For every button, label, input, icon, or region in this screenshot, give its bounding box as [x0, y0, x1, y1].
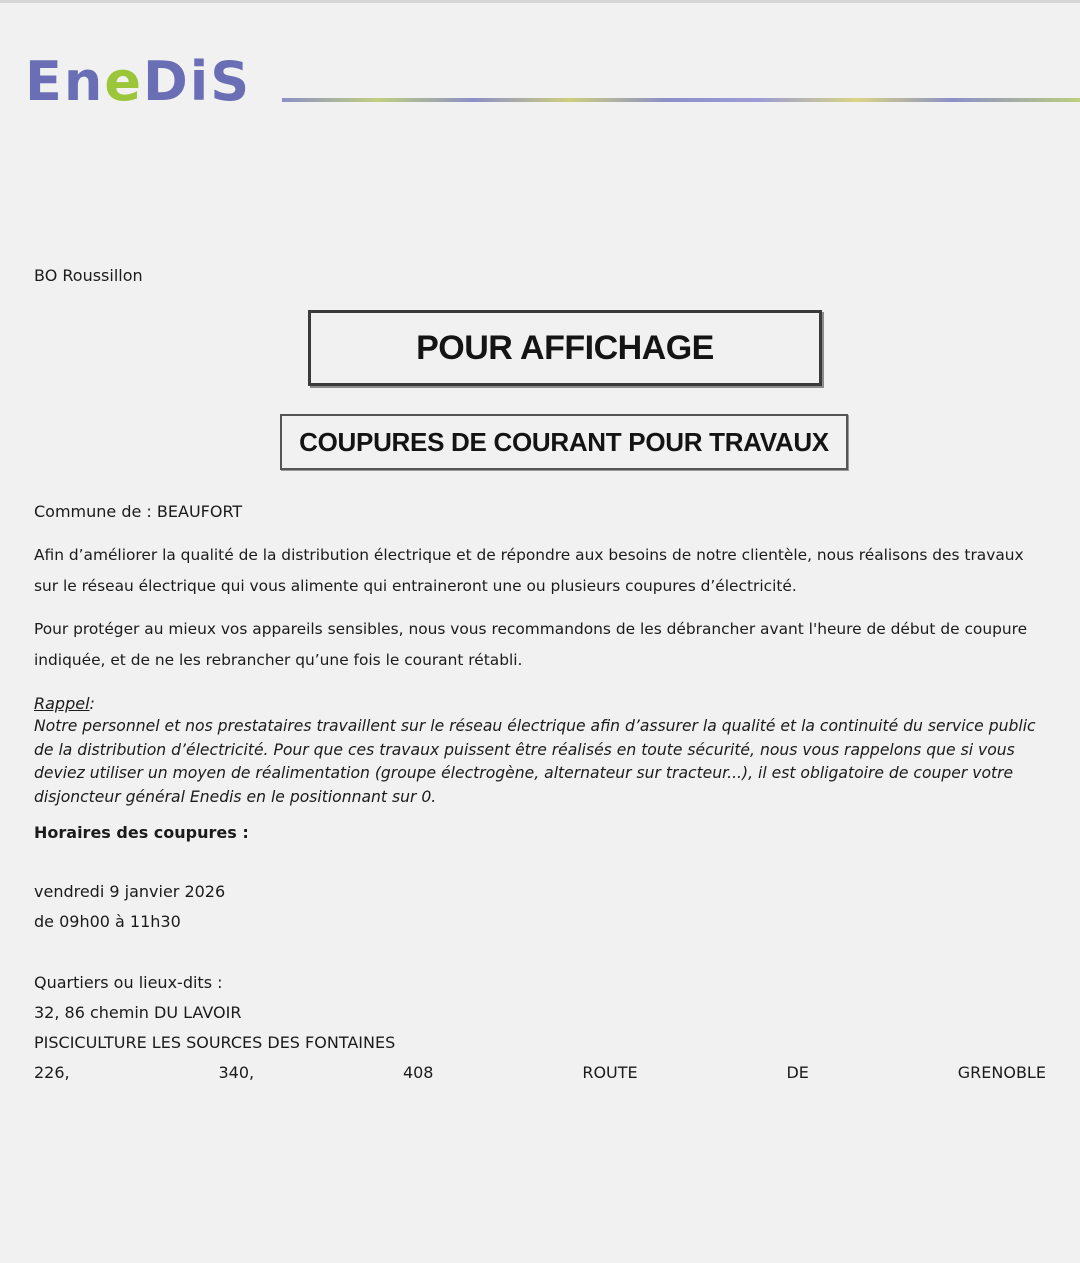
logo-wordmark: EneDiS: [25, 50, 252, 113]
enedis-logo: [25, 52, 275, 112]
address-word: GRENOBLE: [957, 1063, 1046, 1082]
address-word: ROUTE: [582, 1063, 638, 1082]
notice-subtitle: COUPURES DE COURANT POUR TRAVAUX: [299, 426, 829, 457]
locations-heading: Quartiers ou lieux-dits :: [34, 973, 223, 992]
address-line-justified: [34, 1063, 1046, 1082]
rappel-text: Notre personnel et nos prestataires travaillent sur le réseau électrique afin d’assurer la qualité et la continuité du service public de la distribution d’électricité. Pour que ces travaux puissent être réalisés en toute sécurité, nous vous rappelons que si vous deviez utiliser un moyen de réalimentation (groupe électrogène, alternateur sur tracteur...), il est obligatoire de couper votre disjoncteur général Enedis en le positionnant sur 0.: [34, 717, 1036, 806]
sender-label: BO Roussillon: [34, 266, 143, 285]
notice-subtitle-box: [280, 414, 848, 470]
intro-paragraph: Afin d’améliorer la qualité de la distribution électrique et de répondre aux besoins de notre clientèle, nous réalisons des travaux sur le réseau électrique qui vous alimente qui entraineront une ou plusieurs coupures d’électricité.: [34, 546, 1024, 595]
advice-paragraph: Pour protéger au mieux vos appareils sensibles, nous vous recommandons de les débrancher avant l'heure de début de coupure indiquée, et de ne les rebrancher qu’une fois le courant rétabli.: [34, 620, 1028, 669]
top-border: [0, 0, 1080, 3]
notice-title: POUR AFFICHAGE: [416, 328, 714, 367]
address-word: 226,: [34, 1063, 70, 1082]
address-line: PISCICULTURE LES SOURCES DES FONTAINES: [34, 1033, 396, 1052]
address-word: 408: [402, 1063, 434, 1082]
address-line: 32, 86 chemin DU LAVOIR: [34, 1003, 242, 1022]
outage-date: vendredi 9 janvier 2026: [34, 882, 226, 901]
commune-line: Commune de : BEAUFORT: [34, 502, 243, 521]
schedule-heading: Horaires des coupures :: [34, 823, 249, 842]
header-rule: [282, 98, 1080, 102]
address-word: 340,: [218, 1063, 255, 1082]
address-word: DE: [786, 1063, 809, 1082]
outage-hours: de 09h00 à 11h30: [34, 912, 181, 931]
rappel-heading: Rappel:: [34, 694, 95, 713]
notice-title-box: [308, 310, 822, 386]
